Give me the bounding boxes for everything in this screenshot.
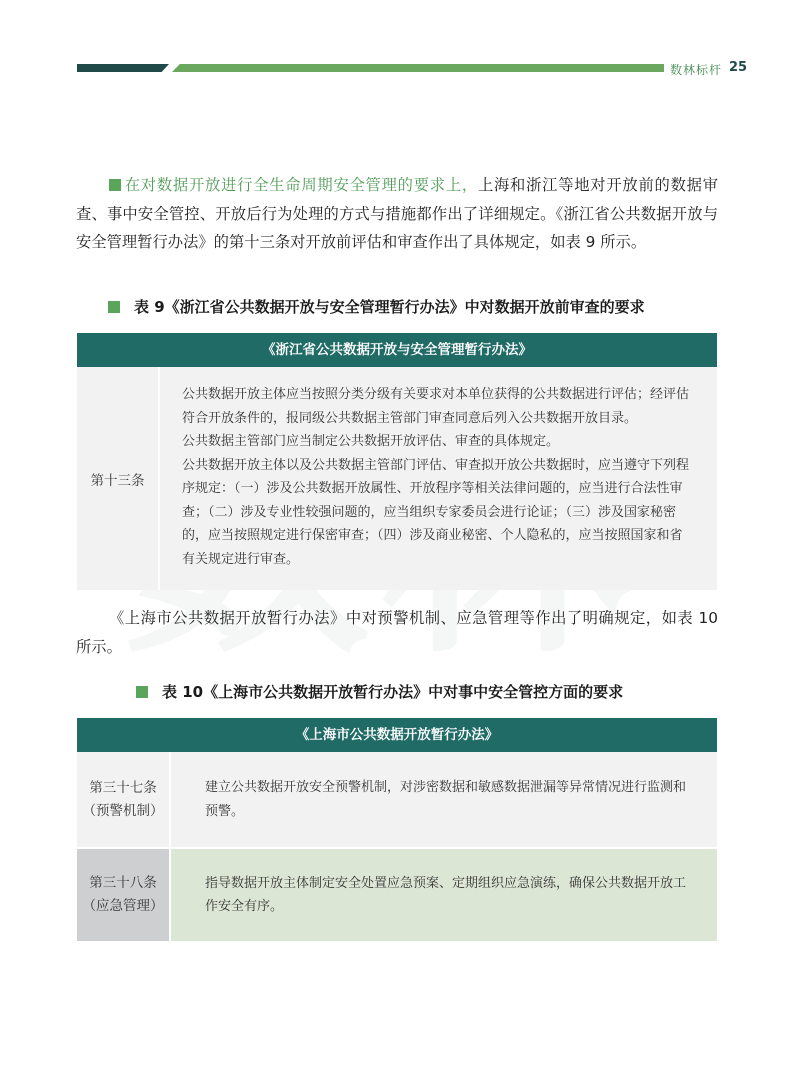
table9-row-body bbox=[160, 367, 717, 590]
table9-line: 公共数据开放主体应当按照分类分级有关要求对本单位获得的公共数据进行评估；经评估符合开放条件的，报同级公共数据主管部门审查同意后列入公共数据开放目录。 bbox=[182, 387, 690, 426]
table10-row-label bbox=[77, 849, 171, 941]
caption-square-icon bbox=[136, 686, 148, 698]
table10-row-body: 建立公共数据开放安全预警机制，对涉密数据和敏感数据泄漏等异常情况进行监测和预警。 bbox=[205, 780, 687, 819]
paragraph-text: 上海和浙江等地对开放前的数据审查、事中安全管控、开放后行为处理的方式与措施都作出了详细规定。《浙江省公共数据开放与安全管理暂行办法》的第十三条对开放前评估和审查作出了具体规定，如表 9 所示。 bbox=[76, 176, 718, 251]
table-row bbox=[77, 849, 717, 941]
article-topic: （预警机制） bbox=[82, 802, 164, 819]
caption-square-icon bbox=[108, 301, 120, 313]
table9-line: 公共数据开放主体以及公共数据主管部门评估、审查拟开放公共数据时，应当遵守下列程序规定：（一）涉及公共数据开放属性、开放程序等相关法律问题的，应当进行合法性审查；（二）涉及专业性较强问题的，应当组织专家委员会进行论证；（三）涉及国家秘密的，应当按照规定进行保密审查；（四）涉及商业秘密、个人隐私的，应当按照国家和省有关规定进行审查。 bbox=[182, 457, 690, 567]
table10-caption-text: 表 10《上海市公共数据开放暂行办法》中对事中安全管控方面的要求 bbox=[162, 683, 624, 701]
page-number: 25 bbox=[729, 60, 748, 75]
header-bar-green bbox=[172, 64, 664, 72]
table9-line: 公共数据主管部门应当制定公共数据开放评估、审查的具体规定。 bbox=[182, 434, 560, 449]
table9-caption-text: 表 9《浙江省公共数据开放与安全管理暂行办法》中对数据开放前审查的要求 bbox=[134, 298, 645, 316]
table10-caption bbox=[136, 681, 623, 702]
paragraph-shanghai: 《上海市公共数据开放暂行办法》中对预警机制、应急管理等作出了明确规定，如表 10 所示。 bbox=[76, 609, 718, 656]
table9-header: 《浙江省公共数据开放与安全管理暂行办法》 bbox=[77, 333, 717, 367]
table9-caption bbox=[108, 296, 645, 317]
table10 bbox=[77, 718, 717, 941]
table-row bbox=[77, 367, 717, 590]
article-number: 第三十八条 bbox=[89, 875, 157, 891]
table10-row-body: 指导数据开放主体制定安全处置应急预案、定期组织应急演练，确保公共数据开放工作安全有序。 bbox=[205, 875, 687, 914]
table9-row-label: 第十三条 bbox=[77, 367, 160, 590]
bullet-square-icon bbox=[109, 179, 121, 191]
article-number: 第三十七条 bbox=[89, 779, 157, 796]
table10-header: 《上海市公共数据开放暂行办法》 bbox=[77, 718, 717, 752]
table9 bbox=[77, 333, 717, 590]
header-brand: 数林标杆 bbox=[670, 63, 723, 77]
paragraph-intro bbox=[76, 171, 718, 257]
table-row bbox=[77, 752, 717, 847]
article-topic: （应急管理） bbox=[82, 898, 164, 914]
paragraph-lead: 在对数据开放进行全生命周期安全管理的要求上， bbox=[124, 176, 478, 194]
table10-row-label bbox=[77, 752, 171, 847]
header-bar-dark bbox=[77, 64, 169, 72]
